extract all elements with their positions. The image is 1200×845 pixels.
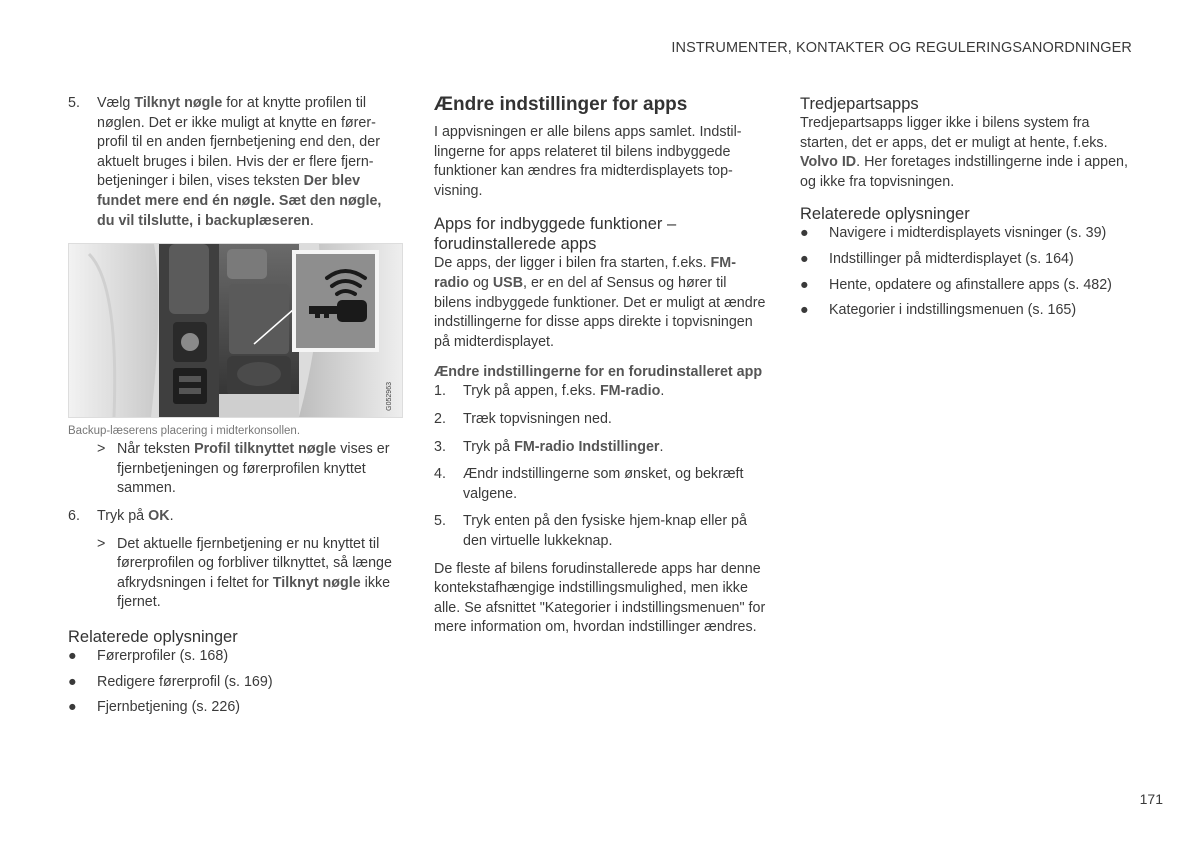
procedure-step	[434, 438, 766, 458]
related-link[interactable]: Kategorier i indstillingsmenuen (s. 165)	[829, 302, 1077, 319]
backup-reader-figure	[68, 243, 403, 418]
bullet-icon: ●	[68, 673, 77, 690]
page-number: 171	[1139, 791, 1163, 807]
step-text: for at knytte profilen til nøglen. Det er ikke muligt at knytte en førerprofil til en anden fjernbetjening end den, der aktuelt bruges i bilen. Hvis der er flere fjernbetjeninger i bilen, vises teksten	[97, 95, 380, 190]
step-number: 4.	[434, 466, 446, 483]
result-text: ikke fjernet.	[117, 574, 391, 611]
related-link[interactable]: Førerprofiler (s. 168)	[97, 647, 229, 664]
step-text: Vælg	[97, 95, 135, 111]
procedure-steps	[434, 382, 766, 551]
procedure-step	[434, 465, 766, 504]
intro-paragraph: I appvisningen er alle bilens apps samlet. Indstillingerne for apps relateret til bilens indbyggede funktioner kan ændres fra midterdisplayets topvisning.	[434, 124, 742, 199]
column-right	[800, 94, 1132, 327]
closing-paragraph: De fleste af bilens forudinstallerede apps har denne kontekstafhængige indstillingsmulighed, men ikke alle. Se afsnittet "Kategorier i indstillingsmenuen" for mere information om, hvordan indstillinger ændres.	[434, 560, 766, 636]
menu-term: Tilknyt nøgle	[134, 95, 223, 111]
procedure-heading: Ændre indstillingerne for en forudinstalleret app	[434, 364, 763, 381]
related-item[interactable]	[68, 647, 401, 667]
step-number: 5.	[434, 513, 446, 530]
related-item[interactable]	[800, 250, 1132, 270]
column-left	[68, 94, 401, 724]
step-text: Tryk på appen, f.eks.	[463, 383, 600, 400]
related-item[interactable]	[68, 698, 401, 718]
step-number: 3.	[434, 438, 446, 455]
step-5	[68, 94, 401, 231]
related-item[interactable]	[68, 673, 401, 693]
bullet-icon: ●	[68, 699, 77, 716]
step-6	[68, 507, 401, 527]
console-photo	[69, 244, 402, 417]
figure-code: G052963	[386, 382, 394, 412]
related-link[interactable]: Redigere førerprofil (s. 169)	[97, 673, 273, 690]
step-text: Træk topvisningen ned.	[463, 410, 612, 427]
step-text: .	[659, 438, 664, 455]
step-text: .	[169, 507, 174, 524]
step-text: .	[309, 212, 314, 229]
figure-caption: Backup-læserens placering i midterkonsollen.	[68, 425, 301, 438]
result-arrow: >	[97, 535, 106, 552]
menu-term: Tilknyt nøgle	[272, 574, 361, 591]
app-term: FM-radio	[434, 255, 736, 291]
step-text: .	[660, 383, 665, 400]
message-term: Profil tilknyttet nøgle	[194, 441, 337, 458]
step-text: Ændr indstillingerne som ønsket, og bekræft valgene.	[463, 466, 744, 502]
app-term: USB	[492, 274, 524, 291]
related-link[interactable]: Fjernbetjening (s. 226)	[97, 699, 241, 716]
column-middle	[434, 94, 766, 638]
sub-paragraph: De apps, der ligger i bilen fra starten, f.eks. FM-radio og USB, er en del af Sensus og hører til bilens indbyggede funktioner. Det er muligt at ændre indstillingerne for disse apps direkte i topvisningen på midterdisplayet.	[434, 255, 766, 350]
app-term: Volvo ID	[800, 154, 857, 171]
related-heading: Relaterede oplysninger	[68, 627, 238, 646]
procedure-step	[434, 512, 766, 551]
related-link[interactable]: Hente, opdatere og afinstallere apps (s. 482)	[829, 276, 1112, 293]
procedure-step	[434, 410, 766, 430]
step-number: 2.	[434, 410, 446, 427]
step-number: 6.	[68, 507, 80, 524]
step-text: Tryk på	[463, 438, 515, 455]
result-arrow: >	[97, 441, 106, 458]
result-6	[97, 535, 401, 613]
related-heading: Relaterede oplysninger	[800, 205, 970, 224]
bullet-icon: ●	[800, 276, 809, 293]
sub-heading: Apps for indbyggede funktioner – forudinstallerede apps	[434, 215, 677, 254]
step-number: 5.	[68, 95, 80, 111]
running-header: INSTRUMENTER, KONTAKTER OG REGULERINGSANORDNINGER	[671, 40, 1132, 56]
result-text: vises er fjernbetjeningen og førerprofilen knyttet sammen.	[117, 441, 390, 497]
third-party-heading: Tredjepartsapps	[800, 95, 919, 113]
result-text: Det aktuelle fjernbetjening er nu knyttet til førerprofilen og forbliver tilknyttet, så længe afkrydsningen i feltet for	[117, 535, 392, 591]
menu-term: OK	[148, 507, 170, 524]
step-text: Tryk på	[97, 507, 149, 524]
message-term: Der blev fundet mere end én nøgle. Sæt den nøgle, du vil tilslutte, i backuplæseren	[97, 173, 382, 229]
bullet-icon: ●	[68, 647, 77, 664]
related-item[interactable]	[800, 276, 1132, 296]
section-title: Ændre indstillinger for apps	[434, 94, 688, 115]
related-link[interactable]: Navigere i midterdisplayets visninger (s. 39)	[829, 225, 1107, 242]
related-item[interactable]	[800, 224, 1132, 244]
procedure-step	[434, 382, 766, 402]
bullet-icon: ●	[800, 225, 809, 242]
bullet-icon: ●	[800, 302, 809, 319]
menu-term: FM-radio	[599, 383, 661, 400]
result-5	[97, 440, 401, 499]
result-text: Når teksten	[117, 441, 195, 458]
related-item[interactable]	[800, 301, 1132, 321]
bullet-icon: ●	[800, 250, 809, 267]
menu-term: FM-radio Indstillinger	[514, 438, 660, 455]
third-party-paragraph: Tredjepartsapps ligger ikke i bilens system fra starten, det er apps, det er muligt at hente, f.eks. Volvo ID. Her foretages indstillingerne inde i appen, og ikke fra topvisningen.	[800, 115, 1128, 190]
step-number: 1.	[434, 383, 446, 400]
related-link[interactable]: Indstillinger på midterdisplayet (s. 164)	[829, 250, 1074, 267]
step-text: Tryk enten på den fysiske hjem-knap eller på den virtuelle lukkeknap.	[463, 513, 747, 549]
